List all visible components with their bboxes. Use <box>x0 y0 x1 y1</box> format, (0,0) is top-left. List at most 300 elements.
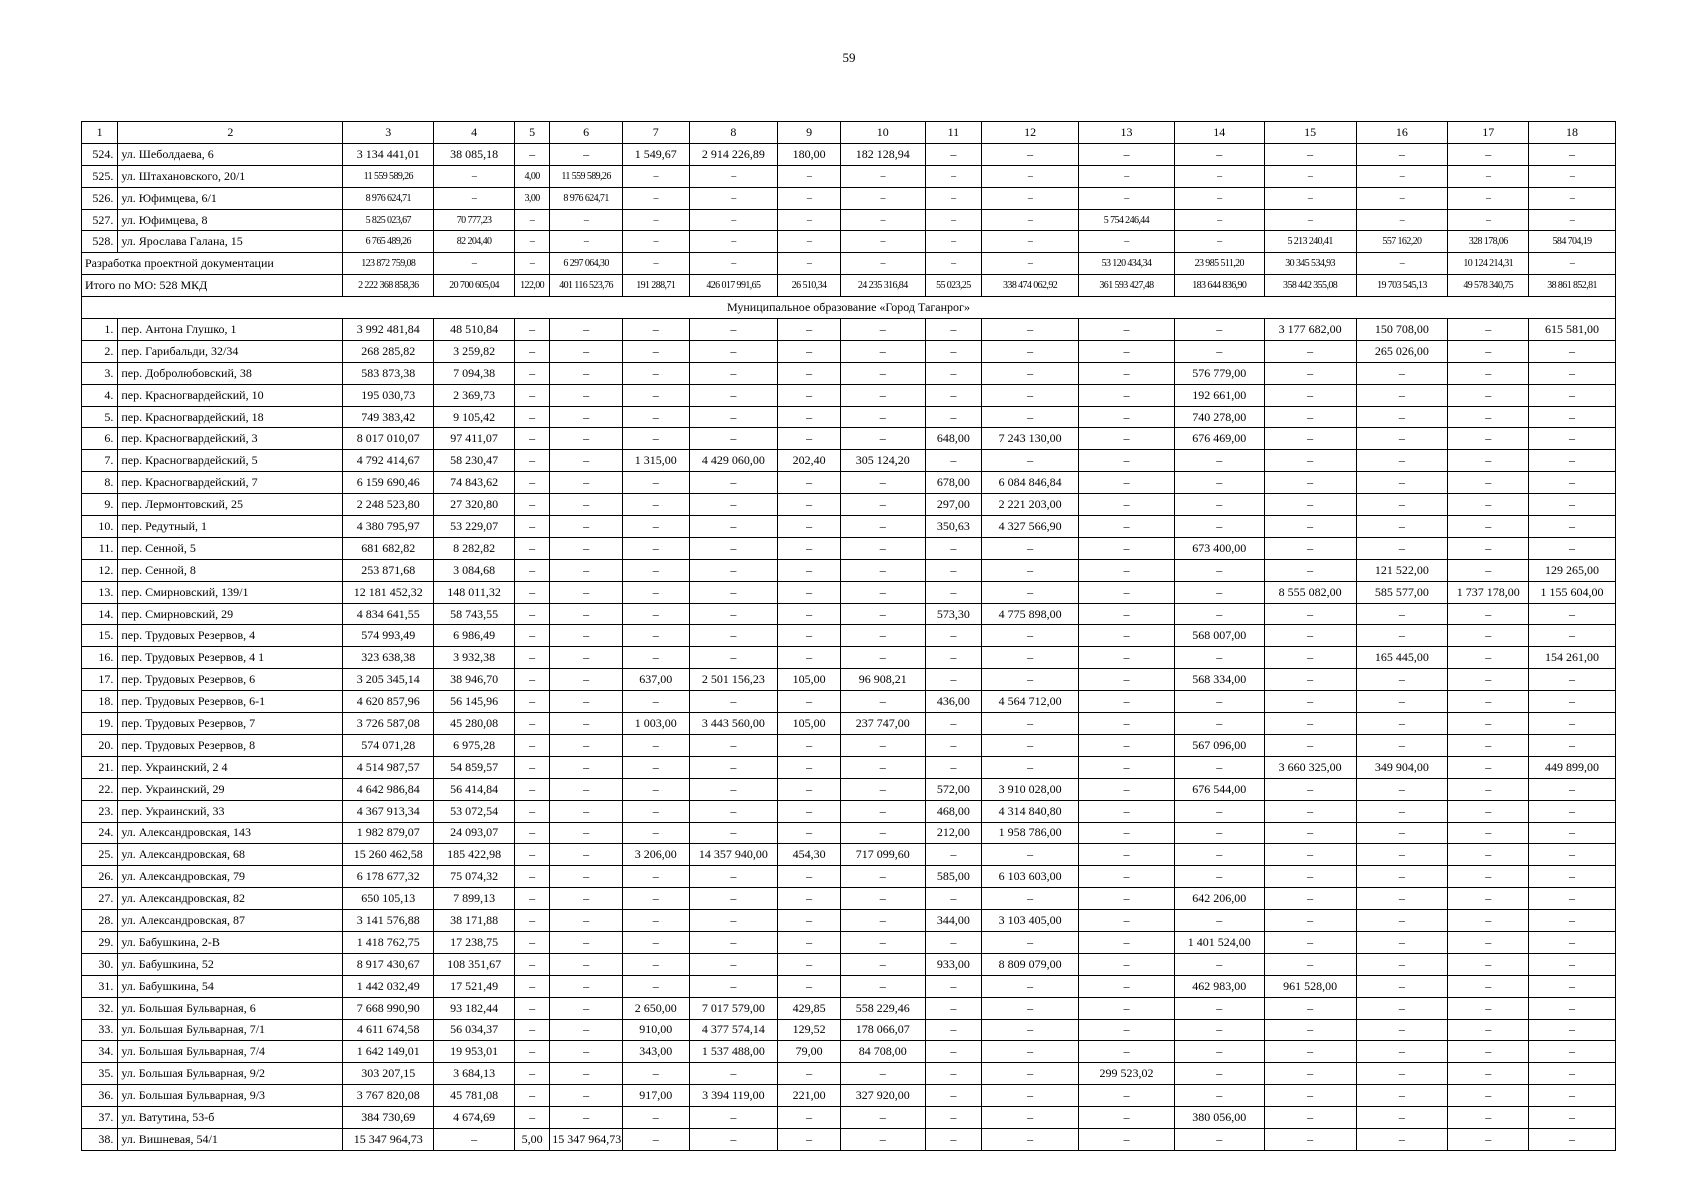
value-cell: 299 523,02 <box>1079 1063 1175 1085</box>
value-cell: 150 708,00 <box>1356 319 1448 341</box>
value-cell: – <box>622 165 689 187</box>
row-number: 31. <box>82 975 118 997</box>
value-cell: 14 357 940,00 <box>689 844 778 866</box>
value-cell: – <box>840 472 925 494</box>
value-cell: – <box>1356 1019 1448 1041</box>
value-cell: – <box>1174 647 1264 669</box>
value-cell: 1 418 762,75 <box>343 931 434 953</box>
value-cell: – <box>1079 494 1175 516</box>
value-cell: – <box>840 866 925 888</box>
value-cell: – <box>1448 362 1529 384</box>
table-row <box>82 362 1616 384</box>
value-cell: – <box>1174 516 1264 538</box>
value-cell: – <box>689 231 778 253</box>
value-cell: 53 072,54 <box>434 800 515 822</box>
value-cell: – <box>622 734 689 756</box>
value-cell: – <box>1529 450 1616 472</box>
value-cell: – <box>1079 603 1175 625</box>
value-cell: 11 559 589,26 <box>550 165 623 187</box>
value-cell: – <box>1529 253 1616 275</box>
value-cell: – <box>550 494 623 516</box>
value-cell: – <box>1529 362 1616 384</box>
value-cell: – <box>1448 340 1529 362</box>
address-cell: пер. Антона Глушко, 1 <box>118 319 343 341</box>
value-cell: – <box>622 209 689 231</box>
value-cell: 454,30 <box>778 844 841 866</box>
value-cell: 165 445,00 <box>1356 647 1448 669</box>
value-cell: 3 134 441,01 <box>343 143 434 165</box>
value-cell: – <box>622 559 689 581</box>
value-cell: – <box>550 340 623 362</box>
table-row <box>82 472 1616 494</box>
value-cell: – <box>550 428 623 450</box>
value-cell: – <box>689 975 778 997</box>
value-cell: – <box>622 581 689 603</box>
value-cell: – <box>1529 822 1616 844</box>
value-cell: 53 229,07 <box>434 516 515 538</box>
value-cell: 648,00 <box>925 428 982 450</box>
value-cell: – <box>982 756 1079 778</box>
address-cell: пер. Сенной, 8 <box>118 559 343 581</box>
value-cell: – <box>550 537 623 559</box>
value-cell: – <box>1174 866 1264 888</box>
value-cell: 15 260 462,58 <box>343 844 434 866</box>
value-cell: 3 084,68 <box>434 559 515 581</box>
value-cell: – <box>514 1063 549 1085</box>
value-cell: – <box>550 866 623 888</box>
value-cell: – <box>1174 800 1264 822</box>
value-cell: – <box>1079 362 1175 384</box>
value-cell: 8 017 010,07 <box>343 428 434 450</box>
value-cell: – <box>840 931 925 953</box>
value-cell: 3 394 119,00 <box>689 1085 778 1107</box>
value-cell: – <box>550 669 623 691</box>
value-cell: – <box>982 143 1079 165</box>
value-cell: – <box>622 625 689 647</box>
value-cell: – <box>1448 866 1529 888</box>
value-cell: – <box>778 428 841 450</box>
row-number: 20. <box>82 734 118 756</box>
value-cell: 17 238,75 <box>434 931 515 953</box>
value-cell: 4 620 857,96 <box>343 691 434 713</box>
value-cell: – <box>840 231 925 253</box>
value-cell: 180,00 <box>778 143 841 165</box>
value-cell: – <box>1529 691 1616 713</box>
row-number: 11. <box>82 537 118 559</box>
address-cell: ул. Александровская, 143 <box>118 822 343 844</box>
value-cell: – <box>1448 1019 1529 1041</box>
value-cell: 6 159 690,46 <box>343 472 434 494</box>
value-cell: 1 401 524,00 <box>1174 931 1264 953</box>
value-cell: – <box>982 975 1079 997</box>
design-documentation-row <box>82 253 1616 275</box>
value-cell: 185 422,98 <box>434 844 515 866</box>
value-cell: – <box>840 822 925 844</box>
value-cell: 558 229,46 <box>840 997 925 1019</box>
value-cell: 6 765 489,26 <box>343 231 434 253</box>
value-cell: – <box>1529 143 1616 165</box>
value-cell: 3 103 405,00 <box>982 910 1079 932</box>
column-header: 5 <box>514 122 549 144</box>
value-cell: 93 182,44 <box>434 997 515 1019</box>
value-cell: – <box>550 713 623 735</box>
column-header: 15 <box>1264 122 1356 144</box>
value-cell: – <box>1264 822 1356 844</box>
value-cell: – <box>550 559 623 581</box>
value-cell: – <box>840 384 925 406</box>
value-cell: 327 920,00 <box>840 1085 925 1107</box>
value-cell: – <box>1448 559 1529 581</box>
value-cell: – <box>622 756 689 778</box>
value-cell: – <box>1079 428 1175 450</box>
total-row <box>82 275 1616 297</box>
value-cell: – <box>514 340 549 362</box>
value-cell: – <box>1448 975 1529 997</box>
value-cell: – <box>550 734 623 756</box>
value-cell: – <box>1448 713 1529 735</box>
value-cell: – <box>1174 1041 1264 1063</box>
value-cell: – <box>1174 209 1264 231</box>
value-cell: – <box>925 187 982 209</box>
value-cell: 650 105,13 <box>343 888 434 910</box>
value-cell: – <box>1448 844 1529 866</box>
value-cell: 10 124 214,31 <box>1448 253 1529 275</box>
value-cell: – <box>925 559 982 581</box>
address-cell: пер. Трудовых Резервов, 4 1 <box>118 647 343 669</box>
value-cell: – <box>1448 822 1529 844</box>
value-cell: – <box>1356 362 1448 384</box>
table-row <box>82 691 1616 713</box>
row-number: 15. <box>82 625 118 647</box>
value-cell: – <box>1174 494 1264 516</box>
value-cell: – <box>1448 187 1529 209</box>
value-cell: – <box>1529 844 1616 866</box>
value-cell: – <box>1529 428 1616 450</box>
value-cell: – <box>778 165 841 187</box>
value-cell: – <box>982 253 1079 275</box>
value-cell: – <box>550 888 623 910</box>
value-cell: – <box>550 647 623 669</box>
address-cell: пер. Трудовых Резервов, 8 <box>118 734 343 756</box>
summary-label: Разработка проектной документации <box>82 253 343 275</box>
value-cell: – <box>1174 187 1264 209</box>
table-row <box>82 231 1616 253</box>
address-cell: ул. Штахановского, 20/1 <box>118 165 343 187</box>
value-cell: 105,00 <box>778 669 841 691</box>
value-cell: – <box>840 603 925 625</box>
value-cell: – <box>689 625 778 647</box>
value-cell: – <box>982 384 1079 406</box>
column-header: 1 <box>82 122 118 144</box>
address-cell: пер. Добролюбовский, 38 <box>118 362 343 384</box>
table-row <box>82 340 1616 362</box>
value-cell: 178 066,07 <box>840 1019 925 1041</box>
value-cell: – <box>1174 756 1264 778</box>
value-cell: 429,85 <box>778 997 841 1019</box>
value-cell: – <box>1264 953 1356 975</box>
value-cell: – <box>1356 625 1448 647</box>
address-cell: ул. Александровская, 68 <box>118 844 343 866</box>
value-cell: – <box>925 340 982 362</box>
value-cell: – <box>514 231 549 253</box>
value-cell: 38 861 852,81 <box>1529 275 1616 297</box>
value-cell: 2 650,00 <box>622 997 689 1019</box>
value-cell: – <box>778 800 841 822</box>
value-cell: 468,00 <box>925 800 982 822</box>
value-cell: 4 327 566,90 <box>982 516 1079 538</box>
value-cell: 678,00 <box>925 472 982 494</box>
header-row <box>82 122 1616 144</box>
value-cell: – <box>1264 340 1356 362</box>
summary-label: Итого по МО: 528 МКД <box>82 275 343 297</box>
value-cell: – <box>925 625 982 647</box>
value-cell: – <box>1529 384 1616 406</box>
value-cell: – <box>550 472 623 494</box>
value-cell: 6 975,28 <box>434 734 515 756</box>
value-cell: 82 204,40 <box>434 231 515 253</box>
value-cell: – <box>1448 953 1529 975</box>
value-cell: – <box>1356 1085 1448 1107</box>
value-cell: – <box>1356 603 1448 625</box>
value-cell: – <box>778 953 841 975</box>
value-cell: – <box>622 822 689 844</box>
value-cell: – <box>1264 691 1356 713</box>
value-cell: – <box>1079 691 1175 713</box>
value-cell: 8 917 430,67 <box>343 953 434 975</box>
value-cell: – <box>840 625 925 647</box>
value-cell: – <box>778 1107 841 1129</box>
row-number: 37. <box>82 1107 118 1129</box>
value-cell: – <box>925 756 982 778</box>
value-cell: – <box>778 691 841 713</box>
value-cell: – <box>1448 691 1529 713</box>
value-cell: 253 871,68 <box>343 559 434 581</box>
value-cell: – <box>1264 209 1356 231</box>
table-row <box>82 866 1616 888</box>
value-cell: – <box>622 494 689 516</box>
value-cell: 3 684,13 <box>434 1063 515 1085</box>
value-cell: – <box>434 187 515 209</box>
value-cell: 350,63 <box>925 516 982 538</box>
value-cell: – <box>1174 450 1264 472</box>
address-cell: пер. Трудовых Резервов, 7 <box>118 713 343 735</box>
page-number: 59 <box>842 50 856 65</box>
value-cell: – <box>1174 822 1264 844</box>
value-cell: – <box>1264 669 1356 691</box>
value-cell: – <box>1448 1041 1529 1063</box>
value-cell: 961 528,00 <box>1264 975 1356 997</box>
table-row <box>82 1063 1616 1085</box>
value-cell: – <box>514 384 549 406</box>
value-cell: – <box>925 209 982 231</box>
value-cell: – <box>925 450 982 472</box>
value-cell: 24 093,07 <box>434 822 515 844</box>
value-cell: – <box>622 1107 689 1129</box>
value-cell: – <box>622 253 689 275</box>
value-cell: 568 007,00 <box>1174 625 1264 647</box>
value-cell: – <box>1448 800 1529 822</box>
value-cell: – <box>1448 669 1529 691</box>
value-cell: – <box>1529 1063 1616 1085</box>
value-cell: – <box>1356 537 1448 559</box>
value-cell: 681 682,82 <box>343 537 434 559</box>
value-cell: 2 248 523,80 <box>343 494 434 516</box>
value-cell: 5 754 246,44 <box>1079 209 1175 231</box>
row-number: 1. <box>82 319 118 341</box>
value-cell: – <box>1079 1019 1175 1041</box>
value-cell: 8 809 079,00 <box>982 953 1079 975</box>
value-cell: 349 904,00 <box>1356 756 1448 778</box>
value-cell: – <box>689 559 778 581</box>
value-cell: 573,30 <box>925 603 982 625</box>
value-cell: 54 859,57 <box>434 756 515 778</box>
value-cell: – <box>689 340 778 362</box>
value-cell: – <box>1264 537 1356 559</box>
value-cell: 268 285,82 <box>343 340 434 362</box>
value-cell: – <box>514 866 549 888</box>
value-cell: – <box>1356 691 1448 713</box>
value-cell: 4 380 795,97 <box>343 516 434 538</box>
value-cell: – <box>1174 1019 1264 1041</box>
value-cell: 4 642 986,84 <box>343 778 434 800</box>
value-cell: – <box>840 559 925 581</box>
value-cell: – <box>1174 910 1264 932</box>
value-cell: 23 985 511,20 <box>1174 253 1264 275</box>
value-cell: – <box>514 559 549 581</box>
value-cell: – <box>840 165 925 187</box>
value-cell: – <box>778 516 841 538</box>
value-cell: 568 334,00 <box>1174 669 1264 691</box>
value-cell: 58 230,47 <box>434 450 515 472</box>
value-cell: – <box>1264 647 1356 669</box>
table-row <box>82 931 1616 953</box>
value-cell: – <box>1264 625 1356 647</box>
column-header: 17 <box>1448 122 1529 144</box>
value-cell: 221,00 <box>778 1085 841 1107</box>
table-row <box>82 713 1616 735</box>
value-cell: – <box>514 1107 549 1129</box>
row-number: 14. <box>82 603 118 625</box>
value-cell: – <box>840 734 925 756</box>
value-cell: – <box>689 953 778 975</box>
value-cell: – <box>1448 165 1529 187</box>
value-cell: – <box>1356 1041 1448 1063</box>
value-cell: – <box>778 625 841 647</box>
value-cell: – <box>434 165 515 187</box>
row-number: 10. <box>82 516 118 538</box>
value-cell: – <box>982 1128 1079 1150</box>
value-cell: – <box>514 713 549 735</box>
value-cell: – <box>434 253 515 275</box>
address-cell: ул. Большая Бульварная, 7/1 <box>118 1019 343 1041</box>
value-cell: – <box>1356 800 1448 822</box>
address-cell: пер. Красногвардейский, 7 <box>118 472 343 494</box>
value-cell: 4 834 641,55 <box>343 603 434 625</box>
table-row <box>82 384 1616 406</box>
value-cell: – <box>622 231 689 253</box>
value-cell: 56 145,96 <box>434 691 515 713</box>
value-cell: – <box>1356 406 1448 428</box>
value-cell: – <box>1356 472 1448 494</box>
value-cell: – <box>1174 603 1264 625</box>
value-cell: 449 899,00 <box>1529 756 1616 778</box>
value-cell: – <box>1356 734 1448 756</box>
row-number: 38. <box>82 1128 118 1150</box>
value-cell: – <box>982 931 1079 953</box>
value-cell: – <box>840 778 925 800</box>
value-cell: – <box>778 756 841 778</box>
value-cell: 48 510,84 <box>434 319 515 341</box>
value-cell: – <box>622 910 689 932</box>
value-cell: – <box>982 1107 1079 1129</box>
address-cell: ул. Ярослава Галана, 15 <box>118 231 343 253</box>
value-cell: – <box>1529 778 1616 800</box>
value-cell: 717 099,60 <box>840 844 925 866</box>
value-cell: – <box>689 800 778 822</box>
value-cell: 1 549,67 <box>622 143 689 165</box>
value-cell: 3 726 587,08 <box>343 713 434 735</box>
value-cell: – <box>840 1063 925 1085</box>
value-cell: 343,00 <box>622 1041 689 1063</box>
value-cell: – <box>689 187 778 209</box>
value-cell: – <box>778 472 841 494</box>
address-cell: пер. Редутный, 1 <box>118 516 343 538</box>
value-cell: – <box>778 340 841 362</box>
value-cell: 3 205 345,14 <box>343 669 434 691</box>
value-cell: – <box>1356 778 1448 800</box>
value-cell: – <box>1264 187 1356 209</box>
value-cell: – <box>1079 406 1175 428</box>
value-cell: – <box>1264 1085 1356 1107</box>
value-cell: 8 555 082,00 <box>1264 581 1356 603</box>
value-cell: – <box>514 494 549 516</box>
value-cell: – <box>1356 866 1448 888</box>
value-cell: 6 297 064,30 <box>550 253 623 275</box>
value-cell: – <box>622 866 689 888</box>
value-cell: – <box>1174 713 1264 735</box>
value-cell: – <box>925 1085 982 1107</box>
value-cell: – <box>1264 516 1356 538</box>
value-cell: 4 314 840,80 <box>982 800 1079 822</box>
value-cell: – <box>514 647 549 669</box>
value-cell: – <box>1079 844 1175 866</box>
column-header: 14 <box>1174 122 1264 144</box>
value-cell: – <box>925 165 982 187</box>
value-cell: – <box>1448 1107 1529 1129</box>
table-row <box>82 559 1616 581</box>
value-cell: 5,00 <box>514 1128 549 1150</box>
value-cell: – <box>1448 450 1529 472</box>
value-cell: – <box>1079 340 1175 362</box>
value-cell: – <box>550 975 623 997</box>
value-cell: – <box>622 362 689 384</box>
value-cell: – <box>1079 647 1175 669</box>
value-cell: 3 767 820,08 <box>343 1085 434 1107</box>
value-cell: – <box>1529 888 1616 910</box>
value-cell: – <box>1174 997 1264 1019</box>
value-cell: – <box>1079 231 1175 253</box>
value-cell: – <box>622 406 689 428</box>
value-cell: 183 644 836,90 <box>1174 275 1264 297</box>
table-row <box>82 537 1616 559</box>
value-cell: 55 023,25 <box>925 275 982 297</box>
value-cell: – <box>689 209 778 231</box>
value-cell: 4 775 898,00 <box>982 603 1079 625</box>
value-cell: – <box>840 691 925 713</box>
value-cell: – <box>1529 1041 1616 1063</box>
value-cell: – <box>1356 450 1448 472</box>
value-cell: – <box>1264 428 1356 450</box>
